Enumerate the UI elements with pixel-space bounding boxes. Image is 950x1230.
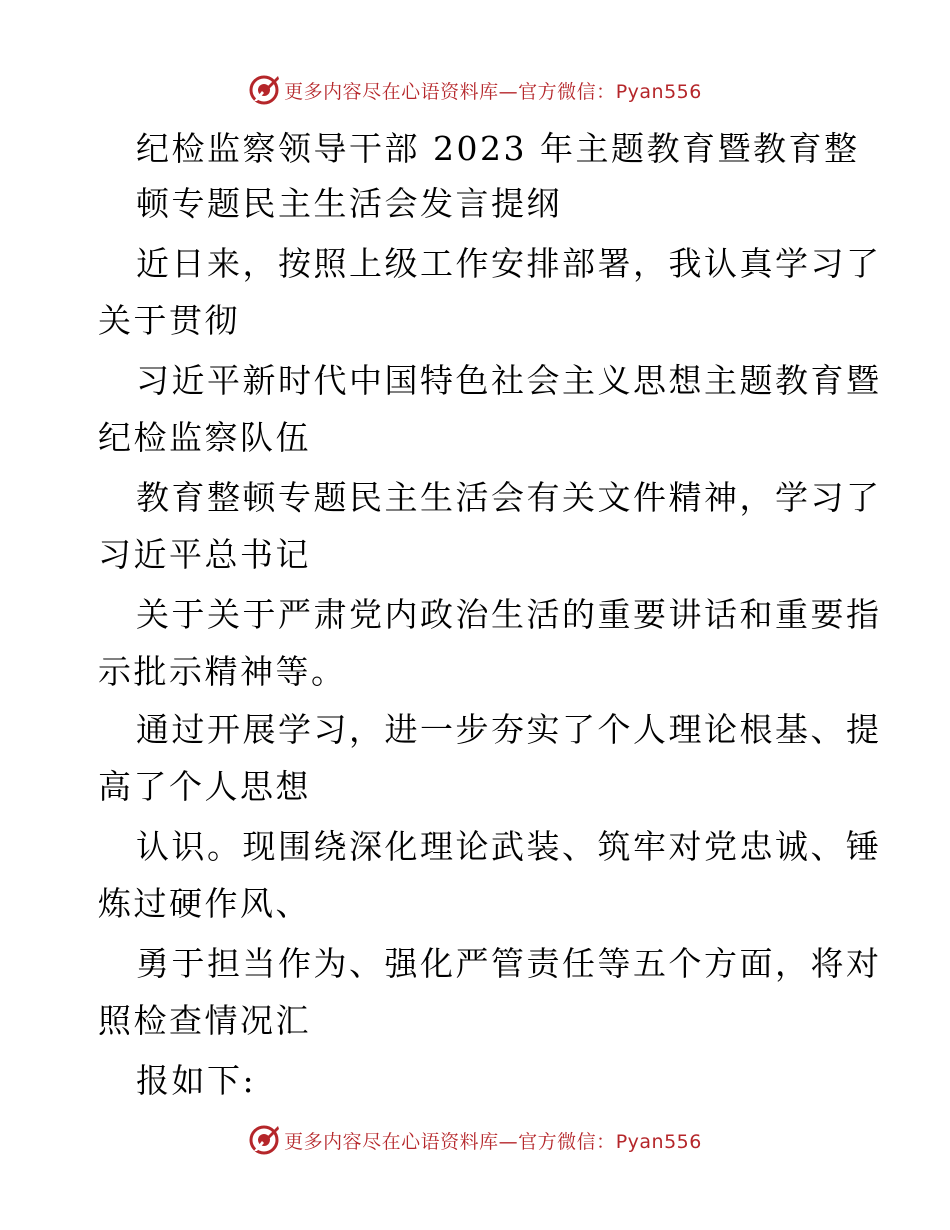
- paragraph-line: 认识。现围绕深化理论武装、筑牢对党忠诚、锤: [136, 827, 882, 866]
- banner-wechat-id: Pyan556: [615, 80, 702, 103]
- header-banner: [0, 70, 950, 110]
- pen-circle-logo-icon: [248, 1124, 280, 1156]
- paragraph-line: 示批示精神等。: [98, 652, 347, 691]
- banner-site-name: 更多内容尽在心语资料库: [284, 80, 499, 103]
- document-title-line-1: 纪检监察领导干部 2023 年主题教育暨教育整: [136, 129, 860, 168]
- banner-text: [284, 77, 702, 104]
- paragraph-line: 纪检监察队伍: [98, 418, 311, 457]
- paragraph-line: 习近平总书记: [98, 535, 311, 574]
- paragraph-line: 教育整顿专题民主生活会有关文件精神，学习了: [136, 478, 882, 517]
- banner-dash: —: [498, 80, 519, 103]
- paragraph-line: 高了个人思想: [98, 767, 311, 806]
- paragraph-line: 关于贯彻: [98, 301, 240, 340]
- paragraph-line: 炼过硬作风、: [98, 884, 311, 923]
- banner-wechat-id: Pyan556: [615, 1130, 702, 1153]
- paragraph-line: 通过开展学习，进一步夯实了个人理论根基、提: [136, 710, 882, 749]
- banner-text: [284, 1127, 702, 1154]
- paragraph-line: 关于关于严肃党内政治生活的重要讲话和重要指: [136, 595, 882, 634]
- footer-banner: [0, 1120, 950, 1160]
- paragraph-line: 报如下:: [136, 1061, 257, 1100]
- pen-circle-logo-icon: [248, 74, 280, 106]
- paragraph-line: 习近平新时代中国特色社会主义思想主题教育暨: [136, 361, 882, 400]
- banner-site-name: 更多内容尽在心语资料库: [284, 1130, 499, 1153]
- document-title-line-2: 顿专题民主生活会发言提纲: [136, 184, 562, 223]
- banner-wechat-label: 官方微信：: [518, 1130, 616, 1153]
- banner-wechat-label: 官方微信：: [518, 80, 616, 103]
- banner-dash: —: [498, 1130, 519, 1153]
- paragraph-line: 照检查情况汇: [98, 1001, 311, 1040]
- paragraph-line: 勇于担当作为、强化严管责任等五个方面，将对: [136, 944, 882, 983]
- paragraph-line: 近日来，按照上级工作安排部署，我认真学习了: [136, 244, 882, 283]
